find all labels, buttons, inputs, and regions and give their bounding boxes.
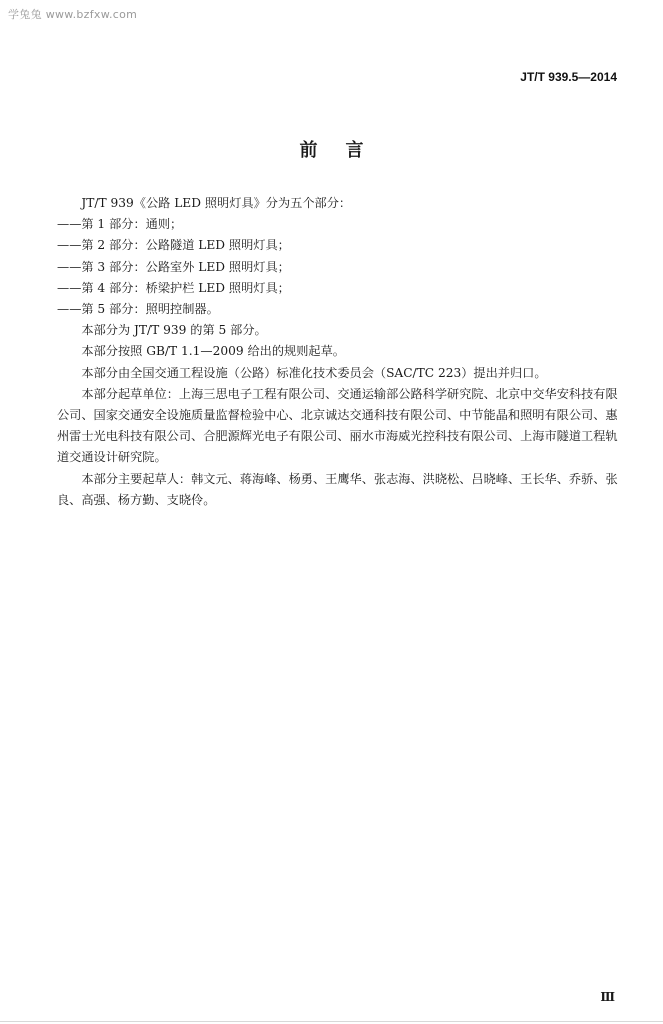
body-paragraph: 本部分按照 GB/T 1.1—2009 给出的规则起草。 (81, 344, 345, 359)
drafting-units-paragraph: 本部分起草单位：上海三思电子工程有限公司、交通运输部公路科学研究院、北京中交华安科技有限公司、国家交通安全设施质量监督检验中心、北京诚达交通科技有限公司、中节能晶和照明有限公司、惠州雷士光电科技有限公司、合肥源辉光电子有限公司、丽水市海威光控科技有限公司、上海市隧道工程轨道交通设计研究院。 (57, 386, 618, 465)
standard-code: JT/T 939.5—2014 (520, 70, 617, 84)
intro-paragraph: JT/T 939《公路 LED 照明灯具》分为五个部分： (81, 196, 352, 210)
document-body (57, 193, 622, 511)
page-number: Ⅲ (600, 990, 615, 1004)
page-title: 前言 (299, 140, 392, 161)
body-paragraph: 本部分由全国交通工程设施（公路）标准化技术委员会（SAC/TC 223）提出并归口。 (81, 365, 547, 380)
watermark-text: 学兔兔 www.bzfxw.com (8, 8, 138, 21)
drafters-paragraph: 本部分主要起草人：韩文元、蒋海峰、杨勇、王鹰华、张志海、洪晓松、吕晓峰、王长华、乔骄、张良、高强、杨方勤、支晓伶。 (57, 471, 618, 507)
part-list-item: ——第 3 部分：公路室外 LED 照明灯具； (57, 259, 290, 274)
part-list-item: ——第 5 部分：照明控制器。 (57, 302, 219, 317)
part-list-item: ——第 2 部分：公路隧道 LED 照明灯具； (57, 238, 290, 253)
part-list-item: ——第 4 部分：桥梁护栏 LED 照明灯具； (57, 280, 290, 295)
body-paragraph: 本部分为 JT/T 939 的第 5 部分。 (81, 323, 267, 338)
bottom-divider (0, 1021, 663, 1022)
part-list-item: ——第 1 部分：通则； (57, 217, 183, 232)
